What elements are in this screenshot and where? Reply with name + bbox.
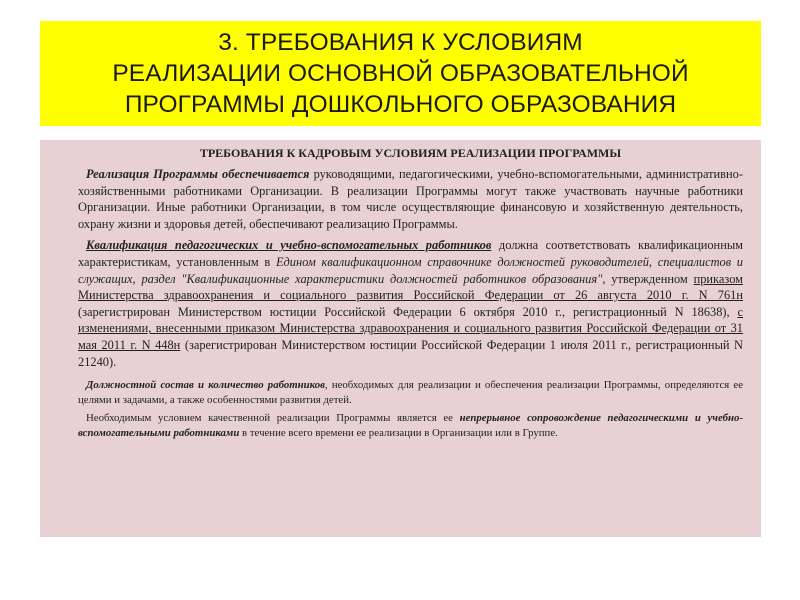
order-link-448n[interactable]: с изменениями, внесенными приказом Министерства здравоохранения и социального развития Российской Федерации от 31 мая 2011 г. N 448н [78, 304, 743, 352]
paragraph-text: , утвержденном [602, 271, 694, 286]
reference-handbook: Едином квалификационном справочнике должностей руководителей, специалистов и служащих, раздел "Квалификационные характеристики должностей работников образования" [78, 254, 743, 286]
emphasis-continuous-support: непрерывное сопровождение педагогическими и учебно-вспомогательными работниками [78, 412, 743, 439]
order-link-761n[interactable]: приказом Министерства здравоохранения и социального развития Российской Федерации от 26 августа 2010 г. N 761н [78, 271, 743, 303]
paragraph-text: должна соответствовать квалификационным характеристикам, установленным в [78, 238, 743, 269]
paragraph-text: в течение всего времени ее реализации в Организации или в Группе. [239, 426, 558, 439]
paragraph-text: (зарегистрирован Министерством юстиции Российской Федерации 1 июля 2011 г., регистрационный N 21240). [78, 337, 743, 369]
paragraph-text: Необходимым условием качественной реализации Программы является ее [86, 412, 460, 425]
title-line-2: РЕАЛИЗАЦИИ ОСНОВНОЙ ОБРАЗОВАТЕЛЬНОЙ [112, 60, 689, 87]
content-panel [40, 140, 761, 537]
slide-title [40, 21, 761, 126]
paragraph-lead: Реализация Программы обеспечивается [86, 167, 310, 181]
paragraph-support-condition [78, 411, 743, 440]
paragraph-staff-composition [78, 378, 743, 407]
paragraph-qualification [78, 237, 743, 370]
paragraph-text: , необходимых для реализации и обеспечения реализации Программы, определяются ее целями и задачами, а также особенностями развития детей. [78, 379, 743, 406]
section-heading: ТРЕБОВАНИЯ К КАДРОВЫМ УСЛОВИЯМ РЕАЛИЗАЦИИ ПРОГРАММЫ [199, 146, 622, 160]
title-line-3: ПРОГРАММЫ ДОШКОЛЬНОГО ОБРАЗОВАНИЯ [124, 91, 677, 118]
paragraph-staff-provision [78, 166, 743, 232]
paragraph-text: руководящими, педагогическими, учебно-вспомогательными, административно-хозяйственными работниками Организации. В реализации Программы могут также участвовать научные работники Организации. Иные работники Организации, в том числе осуществляющие финансовую и хозяйственную деятельность, охрану жизни и здоровья детей, обеспечивают реализацию Программы. [78, 167, 743, 231]
paragraph-lead: Должностной состав и количество работников [86, 379, 325, 392]
paragraph-text: (зарегистрирован Министерством юстиции Российской Федерации 6 октября 2010 г., регистрационный N 18638), [78, 304, 738, 319]
title-line-1: 3. ТРЕБОВАНИЯ К УСЛОВИЯМ [218, 29, 583, 56]
paragraph-lead: Квалификация педагогических и учебно-вспомогательных работников [86, 238, 492, 253]
